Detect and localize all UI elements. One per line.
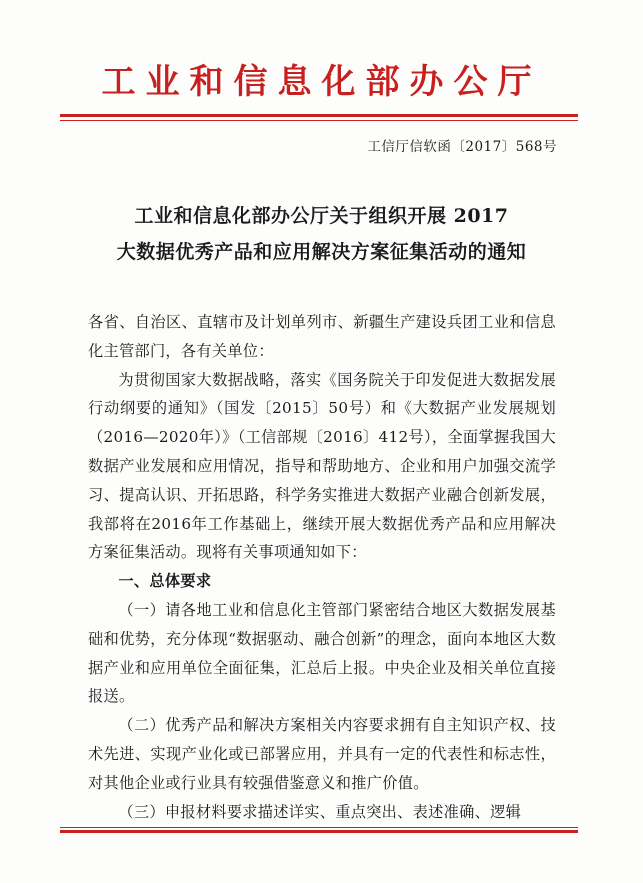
footer-red-rule-thick xyxy=(60,830,578,833)
header-red-rule-thin xyxy=(60,120,578,121)
footer-red-rule-thin xyxy=(60,827,578,828)
document-number: 工信厅信软函〔2017〕568号 xyxy=(367,139,557,155)
intro-paragraph: 为贯彻国家大数据战略，落实《国务院关于印发促进大数据发展行动纲要的通知》（国发〔2015〕50号）和《大数据产业发展规划（2016—2020年）》（工信部规〔2016〕412号），全面掌握我国大数据产业发展和应用情况，指导和帮助地方、企业和用户加强交流学习、提高认识、开拓思路，科学务实推进大数据产业融合创新发展，我部将在2016年工作基础上，继续开展大数据优秀产品和应用解决方案征集活动。现将有关事项通知如下： xyxy=(88,370,556,562)
document-body xyxy=(88,308,556,826)
agency-header: 工业和信息化部办公厅 xyxy=(101,62,542,102)
document-title-line-1: 工业和信息化部办公厅关于组织开展 2017 xyxy=(134,205,509,227)
header-red-rule-thick xyxy=(60,114,578,117)
document-title-line-2: 大数据优秀产品和应用解决方案征集活动的通知 xyxy=(116,241,527,263)
requirement-item-1: （一）请各地工业和信息化主管部门紧密结合地区大数据发展基础和优势，充分体现“数据驱动、融合创新”的理念，面向本地区大数据产业和应用单位全面征集，汇总后上报。中央企业及相关单位直接报送。 xyxy=(88,600,556,706)
requirement-item-3: （三）申报材料要求描述详实、重点突出、表述准确、逻辑 xyxy=(118,802,522,821)
requirement-item-2: （二）优秀产品和解决方案相关内容要求拥有自主知识产权、技术先进、实现产业化或已部署应用，并具有一定的代表性和标志性，对其他企业或行业具有较强借鉴意义和推广价值。 xyxy=(88,716,556,792)
addressees: 各省、自治区、直辖市及计划单列市、新疆生产建设兵团工业和信息化主管部门，各有关单位： xyxy=(88,313,556,360)
document-title xyxy=(0,198,643,270)
section-heading-general-requirements: 一、总体要求 xyxy=(118,572,212,591)
